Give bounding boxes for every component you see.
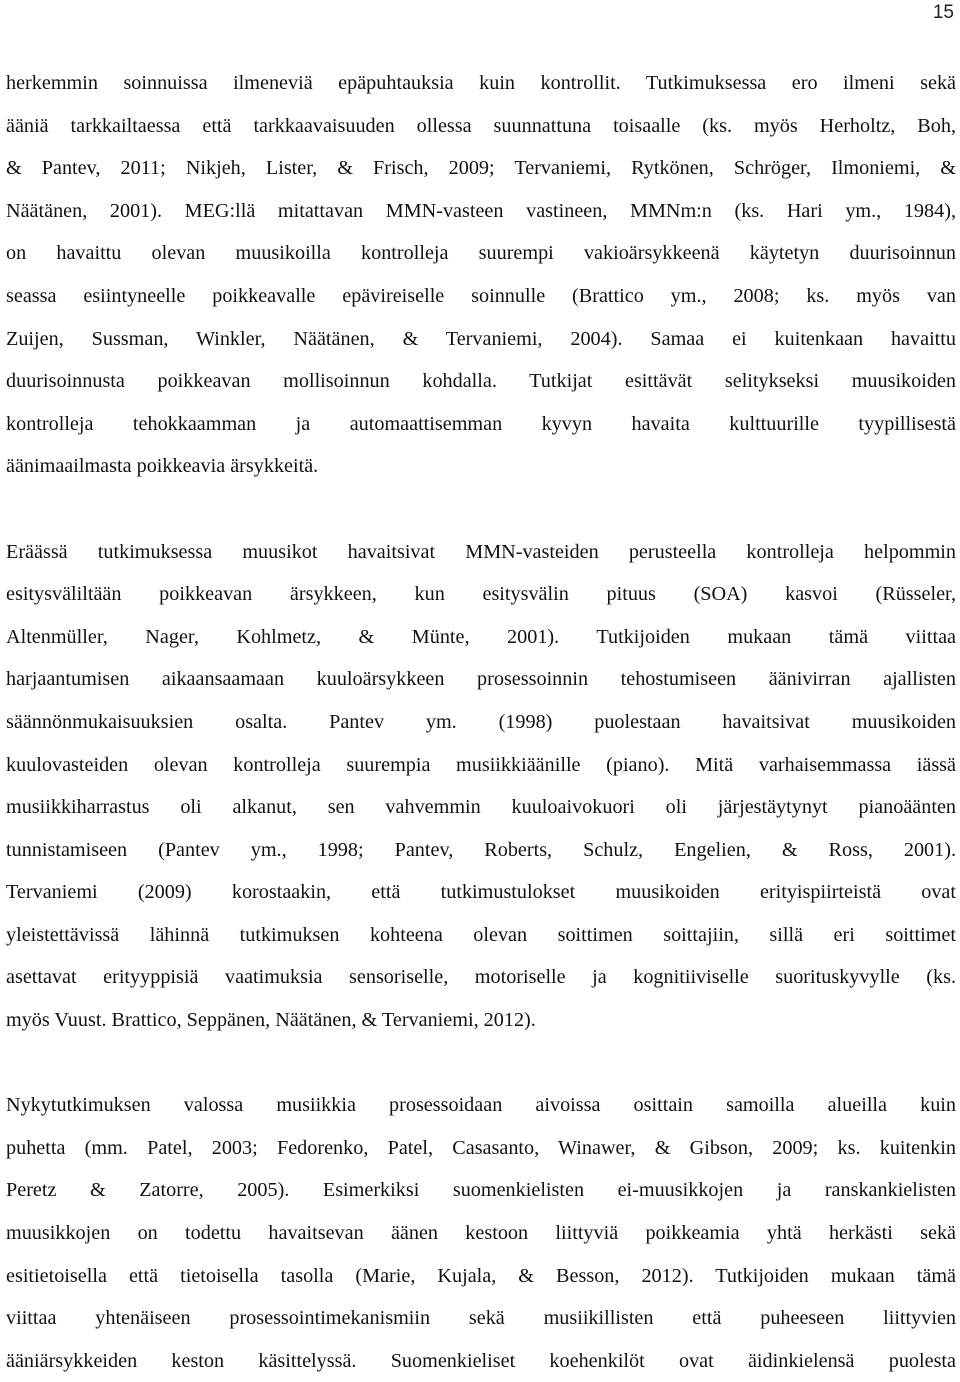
text-line: Eräässä tutkimuksessa muusikot havaitsivat MMN-vasteiden perusteella kontrolleja helpommin	[6, 540, 956, 563]
text-line: ääniä tarkkailtaessa että tarkkaavaisuuden ollessa suunnattuna toisaalle (ks. myös Herholtz, Boh,	[6, 114, 956, 137]
text-line: herkemmin soinnuissa ilmeneviä epäpuhtauksia kuin kontrollit. Tutkimuksessa ero ilmeni sekä	[6, 72, 956, 94]
text-line: esitysväliltään poikkeavan ärsykkeen, kun esitysvälin pituus (SOA) kasvoi (Rüsseler,	[6, 583, 956, 606]
text-line: Näätänen, 2001). MEG:llä mitattavan MMN-vasteen vastineen, MMNm:n (ks. Hari ym., 1984),	[6, 199, 956, 222]
text-line: kuulovasteiden olevan kontrolleja suurempia musiikkiäänille (piano). Mitä varhaisemmassa iässä	[6, 753, 956, 776]
body-text	[6, 62, 956, 1382]
text-line: viittaa yhtenäiseen prosessointimekanismiin sekä musiikillisten että puheeseen liittyvien	[6, 1307, 956, 1330]
text-line: äänimaailmasta poikkeavia ärsykkeitä.	[6, 455, 319, 478]
paragraph-3	[6, 1084, 956, 1382]
text-line: tunnistamiseen (Pantev ym., 1998; Pantev, Roberts, Schulz, Engelien, & Ross, 2001).	[6, 838, 956, 861]
text-line: on havaittu olevan muusikoilla kontrolleja suurempi vakioärsykkeenä käytetyn duurisoinnun	[6, 242, 956, 265]
paragraph-2	[6, 531, 956, 1042]
paragraph-1	[6, 62, 956, 488]
text-line: muusikkojen on todettu havaitsevan äänen kestoon liittyviä poikkeamia yhtä herkästi sekä	[6, 1222, 956, 1245]
text-line: Tervaniemi (2009) korostaakin, että tutkimustulokset muusikoiden erityispiirteistä ovat	[6, 881, 956, 904]
text-line: seassa esiintyneelle poikkeavalle epävireiselle soinnulle (Brattico ym., 2008; ks. myös van	[6, 284, 956, 307]
text-line: ääniärsykkeiden keston käsittelyssä. Suomenkieliset koehenkilöt ovat äidinkielensä puolesta	[6, 1349, 956, 1372]
text-line: säännönmukaisuuksien osalta. Pantev ym. (1998) puolestaan havaitsivat muusikoiden	[6, 710, 956, 733]
text-line: & Pantev, 2011; Nikjeh, Lister, & Frisch, 2009; Tervaniemi, Rytkönen, Schröger, Ilmoniemi, &	[6, 157, 956, 180]
text-line: kontrolleja tehokkaamman ja automaattisemman kyvyn havaita kulttuurille tyypillisestä	[6, 412, 956, 435]
text-line: Altenmüller, Nager, Kohlmetz, & Münte, 2001). Tutkijoiden mukaan tämä viittaa	[6, 625, 956, 648]
text-line: Peretz & Zatorre, 2005). Esimerkiksi suomenkielisten ei-muusikkojen ja ranskankielisten	[6, 1179, 956, 1202]
page-number: 15	[932, 2, 954, 23]
text-line: Zuijen, Sussman, Winkler, Näätänen, & Tervaniemi, 2004). Samaa ei kuitenkaan havaittu	[6, 327, 956, 350]
text-line: puhetta (mm. Patel, 2003; Fedorenko, Patel, Casasanto, Winawer, & Gibson, 2009; ks. kuitenkin	[6, 1136, 956, 1159]
text-line: musiikkiharrastus oli alkanut, sen vahvemmin kuuloaivokuori oli järjestäytynyt pianoäänten	[6, 796, 956, 819]
text-line: harjaantumisen aikaansaamaan kuuloärsykkeen prosessoinnin tehostumiseen äänivirran ajallisten	[6, 668, 956, 691]
text-line: asettavat erityyppisiä vaatimuksia sensoriselle, motoriselle ja kognitiiviselle suorituskyvylle (ks.	[6, 966, 956, 989]
text-line: myös Vuust. Brattico, Seppänen, Näätänen, & Tervaniemi, 2012).	[6, 1009, 536, 1032]
text-line: esitietoisella että tietoisella tasolla (Marie, Kujala, & Besson, 2012). Tutkijoiden mukaan tämä	[6, 1264, 956, 1287]
text-line: Nykytutkimuksen valossa musiikkia prosessoidaan aivoissa osittain samoilla alueilla kuin	[6, 1094, 956, 1117]
text-line: duurisoinnusta poikkeavan mollisoinnun kohdalla. Tutkijat esittävät selitykseksi muusikoiden	[6, 370, 956, 393]
text-line: yleistettävissä lähinnä tutkimuksen kohteena olevan soittimen soittajiin, sillä eri soittimet	[6, 923, 956, 946]
